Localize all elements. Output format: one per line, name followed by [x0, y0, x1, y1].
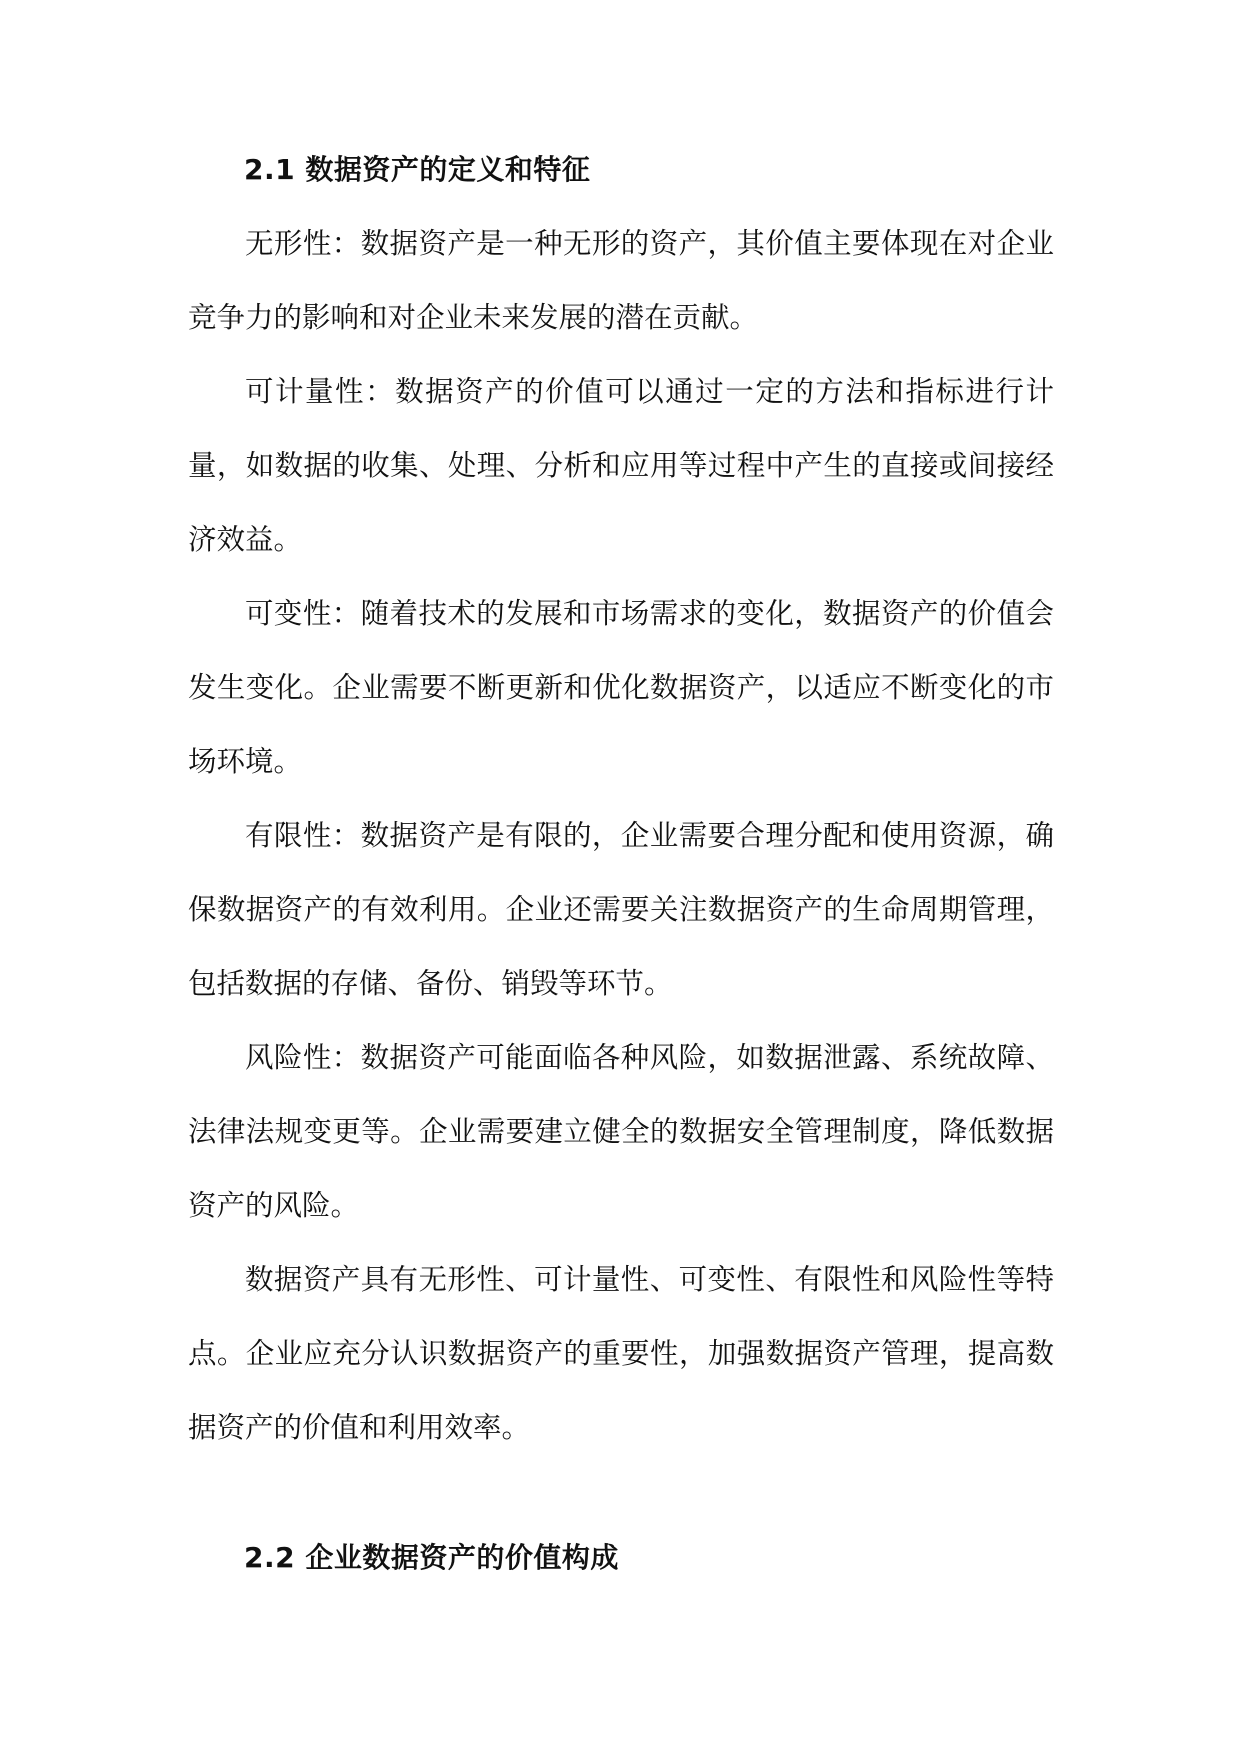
paragraph-variability: 可变性：随着技术的发展和市场需求的变化，数据资产的价值会发生变化。企业需要不断更新和优化数据资产，以适应不断变化的市场环境。 [188, 597, 1054, 778]
paragraph-limitedness: 有限性：数据资产是有限的，企业需要合理分配和使用资源，确保数据资产的有效利用。企业还需要关注数据资产的生命周期管理，包括数据的存储、备份、销毁等环节。 [188, 819, 1054, 1000]
section-heading-2-2: 2.2 企业数据资产的价值构成 [244, 1541, 619, 1574]
section-heading-2-1: 2.1 数据资产的定义和特征 [244, 153, 591, 186]
paragraph-riskiness: 风险性：数据资产可能面临各种风险，如数据泄露、系统故障、法律法规变更等。企业需要建立健全的数据安全管理制度，降低数据资产的风险。 [188, 1041, 1054, 1222]
paragraph-measurability: 可计量性：数据资产的价值可以通过一定的方法和指标进行计量，如数据的收集、处理、分析和应用等过程中产生的直接或间接经济效益。 [188, 375, 1054, 556]
paragraph-summary: 数据资产具有无形性、可计量性、可变性、有限性和风险性等特点。企业应充分认识数据资产的重要性，加强数据资产管理，提高数据资产的价值和利用效率。 [188, 1263, 1054, 1444]
paragraph-intangibility: 无形性：数据资产是一种无形的资产，其价值主要体现在对企业竞争力的影响和对企业未来发展的潜在贡献。 [188, 227, 1054, 334]
